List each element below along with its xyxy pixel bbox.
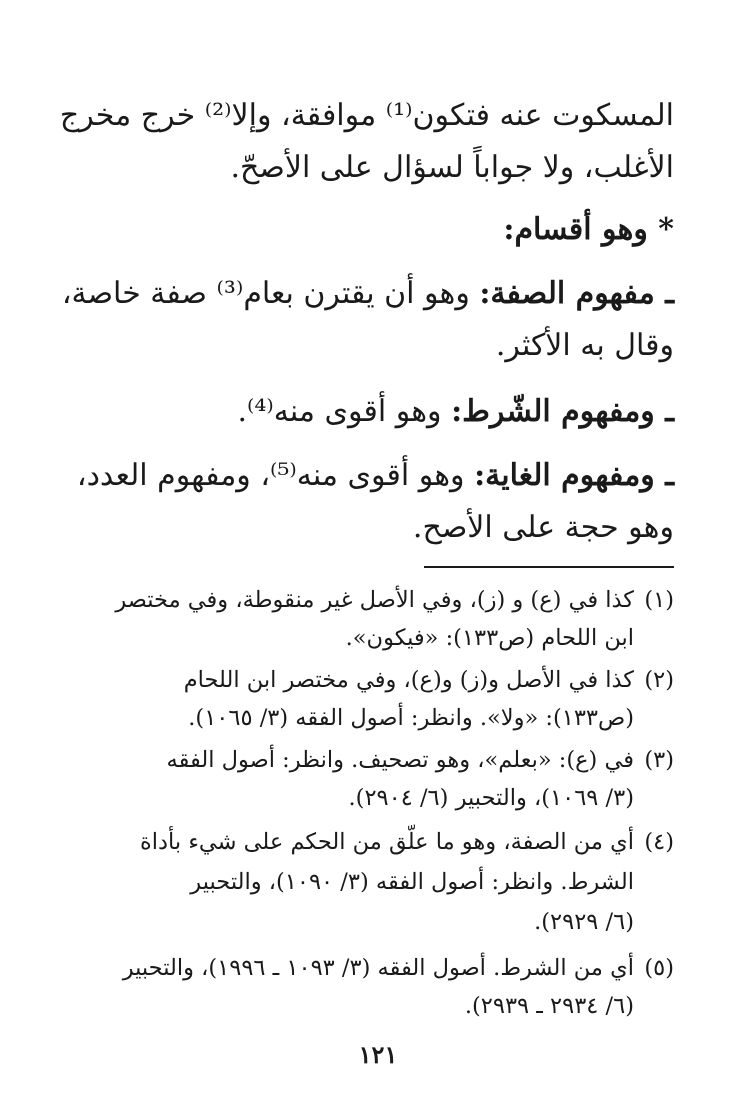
footnote-5-line-1: أي من الشرط. أصول الفقه (٣/ ١٠٩٣ ـ ١٩٩٦)، والتحبير	[122, 955, 634, 981]
page-number: ١٢١	[358, 1040, 398, 1069]
body-line-2: الأغلب، ولا جواباً لسؤال على الأصحّ.	[230, 150, 674, 185]
footnote-2-line-2: (ص١٣٣): «ولا». وانظر: أصول الفقه (٣/ ١٠٦٥).	[188, 705, 634, 731]
footnote-separator	[424, 566, 674, 568]
footnote-5	[82, 952, 674, 984]
item-ghaya-term: ـ ومفهوم الغاية:	[474, 458, 674, 493]
footnote-4-number: (٤)	[644, 829, 674, 855]
item-sifa-term: ـ مفهوم الصفة:	[479, 276, 674, 311]
footnote-2-line-1: كذا في الأصل و(ز) و(ع)، وفي مختصر ابن اللحام	[183, 667, 634, 693]
footnote-1-number: (١)	[644, 587, 674, 613]
item-ghaya-text: وهو أقوى منه⁽⁵⁾، ومفهوم العدد،	[76, 458, 475, 493]
footnote-3-line-1: في (ع): «بعلم»، وهو تصحيف. وانظر: أصول الفقه	[166, 747, 634, 773]
item-shart-text: وهو أقوى منه⁽⁴⁾.	[237, 394, 452, 429]
item-ghaya-continuation: وهو حجة على الأصح.	[412, 510, 674, 545]
footnote-5-number: (٥)	[644, 955, 674, 981]
footnote-3-line-2: (٣/ ١٠٦٩)، والتحبير (٦/ ٢٩٠٤).	[348, 785, 634, 811]
footnote-1-line-1: كذا في (ع) و (ز)، وفي الأصل غير منقوطة، وفي مختصر	[115, 587, 634, 613]
footnote-1-line-2: ابن اللحام (ص١٣٣): «فيكون».	[345, 625, 634, 651]
body-line-1: المسكوت عنه فتكون⁽¹⁾ موافقة، وإلا⁽²⁾ خرج مخرج	[59, 98, 674, 133]
footnote-5-line-2: (٦/ ٢٩٣٤ ـ ٢٩٣٩).	[464, 993, 634, 1019]
footnote-4	[82, 826, 674, 858]
item-shart	[82, 392, 674, 432]
item-shart-term: ـ ومفهوم الشّرط:	[451, 394, 674, 429]
footnote-4-line-3: (٦/ ٢٩٢٩).	[534, 909, 634, 935]
section-heading: * وهو أقسام:	[503, 212, 674, 247]
footnote-4-line-2: الشرط. وانظر: أصول الفقه (٣/ ١٠٩٠)، والتحبير	[190, 869, 634, 895]
footnote-2-number: (٢)	[644, 667, 674, 693]
footnote-3-number: (٣)	[644, 747, 674, 773]
footnote-3	[82, 744, 674, 776]
item-sifa-continuation: وقال به الأكثر.	[495, 328, 674, 363]
item-sifa-text: وهو أن يقترن بعام⁽³⁾ صفة خاصة،	[61, 276, 480, 311]
footnote-2	[82, 664, 674, 696]
footnote-1	[82, 584, 674, 616]
footnote-4-line-1: أي من الصفة، وهو ما علّق من الحكم على شيء بأداة	[140, 829, 634, 855]
item-sifa	[61, 274, 674, 314]
item-ghaya	[76, 456, 674, 496]
